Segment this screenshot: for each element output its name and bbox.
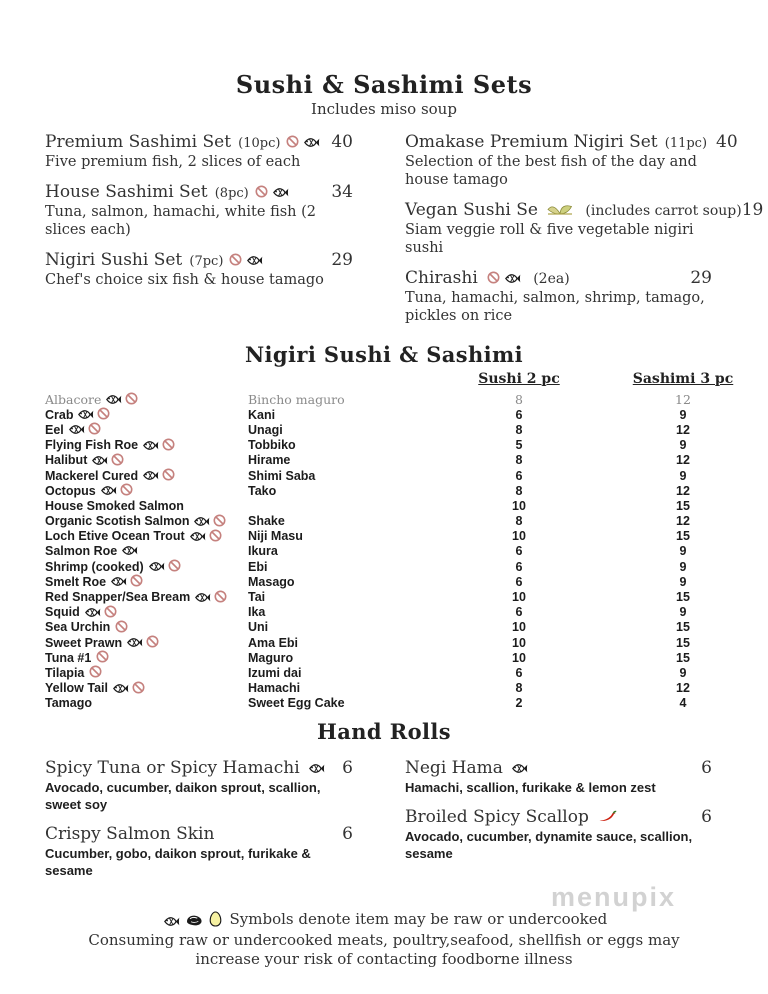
item-icons: [286, 132, 325, 152]
fish-icon: [190, 530, 206, 544]
item-icons: [487, 268, 526, 288]
item-name-en: House Smoked Salmon: [45, 498, 184, 513]
item-description: Avocado, cucumber, dynamite sauce, scallion, sesame: [405, 828, 693, 861]
item-cell-en: [45, 574, 248, 589]
nigiri-row: [45, 407, 768, 422]
no-symbol-icon: [209, 530, 222, 544]
sashimi-price: 15: [676, 620, 690, 635]
footer: [0, 910, 768, 969]
item-name-en: Albacore: [45, 392, 102, 408]
item-name-jp: Shimi Saba: [248, 468, 316, 483]
item-description: Tuna, salmon, hamachi, white fish (2 slices each): [45, 204, 317, 238]
fish-icon: [122, 544, 138, 558]
sashimi-price: 15: [676, 635, 690, 650]
item-description: Tuna, hamachi, salmon, shrimp, tamago, pickles on rice: [405, 290, 705, 324]
item-name: Nigiri Sushi Set: [45, 250, 183, 270]
sushi-price: 6: [515, 605, 523, 620]
item-qty: (11pc): [660, 136, 708, 151]
item-name-jp: Shake: [248, 514, 285, 529]
fish-icon: [113, 682, 129, 696]
item-cell-en: [45, 453, 248, 468]
item-icons: [195, 590, 230, 605]
item-line: [45, 132, 353, 152]
nigiri-row: [45, 574, 768, 589]
item-name-jp: Tai: [248, 590, 266, 605]
item-price: 6: [342, 757, 353, 778]
item-line: [405, 132, 738, 152]
sushi-price-column-header: Sushi 2 pc: [478, 371, 560, 387]
item-icons: [113, 681, 148, 696]
sashimi-price: 9: [679, 438, 687, 453]
item-price: 40: [716, 132, 738, 152]
item-description: Selection of the best fish of the day and house tamago: [405, 154, 697, 188]
item-name-jp: Unagi: [248, 422, 283, 437]
nigiri-row: [45, 681, 768, 696]
item-name: Vegan Sushi Se: [405, 200, 538, 220]
item-cell-en: [45, 665, 248, 680]
menupix-watermark: menupix: [551, 882, 677, 912]
item-icons: [115, 620, 131, 635]
item-icons: [194, 514, 229, 529]
item-name-jp: Ama Ebi: [248, 635, 299, 650]
item-name-en: Tuna #1: [45, 650, 92, 665]
no-symbol-icon: [162, 469, 175, 483]
item-cell-en: [45, 514, 248, 529]
nigiri-table: [0, 392, 768, 711]
item-cell-en: [45, 544, 248, 558]
fish-icon: [69, 423, 85, 437]
nigiri-row: [45, 589, 768, 604]
item-name-en: Squid: [45, 605, 80, 620]
item-name-en: Sweet Prawn: [45, 635, 123, 650]
sashimi-price: 15: [676, 529, 690, 544]
sets-left-column: [45, 132, 353, 336]
no-symbol-icon: [162, 439, 175, 453]
fish-icon: [101, 484, 117, 498]
nigiri-row: [45, 483, 768, 498]
item-icons: [106, 392, 141, 407]
item-name-jp: Sweet Egg Cake: [248, 696, 345, 711]
item-icons: [122, 544, 141, 558]
item-cell-en: [45, 605, 248, 620]
sushi-price: 8: [515, 681, 523, 696]
sashimi-price: 9: [679, 544, 687, 559]
fish-icon: [273, 182, 289, 202]
item-qty: (7pc): [185, 254, 224, 269]
sushi-price: 10: [512, 590, 526, 605]
item-icons: [78, 407, 113, 422]
item-icons: [89, 665, 105, 680]
sashimi-price: 12: [675, 392, 691, 408]
sets-section-subtitle: Includes miso soup: [311, 100, 457, 118]
no-symbol-icon: [229, 250, 242, 270]
item-name-en: Loch Etive Ocean Trout: [45, 529, 185, 544]
sashimi-price: 12: [676, 422, 690, 437]
no-symbol-icon: [255, 182, 268, 202]
item-cell-en: [45, 483, 248, 498]
no-symbol-icon: [120, 484, 133, 498]
item-name: Spicy Tuna or Spicy Hamachi: [45, 757, 300, 778]
no-symbol-icon: [487, 268, 500, 288]
item-price: 6: [701, 806, 712, 827]
item-qty: (8pc): [210, 186, 249, 201]
sashimi-price: 9: [679, 574, 687, 589]
item-icons: [512, 758, 533, 778]
item-name-en: Mackerel Cured: [45, 468, 139, 483]
nigiri-section-title: Nigiri Sushi & Sashimi: [244, 342, 524, 367]
sushi-price: 2: [515, 696, 523, 711]
nigiri-row: [45, 559, 768, 574]
sushi-price: 10: [512, 620, 526, 635]
item-price: 29: [690, 268, 712, 288]
item-name: Omakase Premium Nigiri Set: [405, 132, 658, 152]
item-name-jp: Maguro: [248, 650, 294, 665]
nigiri-row: [45, 605, 768, 620]
sushi-price: 8: [515, 453, 523, 468]
fish-icon: [304, 132, 320, 152]
item-note: (includes carrot soup): [580, 203, 742, 219]
item-icons: [547, 200, 578, 220]
item-description: Avocado, cucumber, daikon sprout, scallion, sweet soy: [45, 779, 321, 812]
hand-rolls-section-title: Hand Rolls: [317, 718, 451, 744]
sashimi-price: 9: [679, 605, 687, 620]
sets-section-title: Sushi & Sashimi Sets: [235, 70, 533, 99]
item-name-jp: Uni: [248, 620, 269, 635]
nigiri-row: [45, 650, 768, 665]
item-price: 29: [331, 250, 353, 270]
item-line: [405, 268, 712, 288]
item-name-en: Octopus: [45, 483, 96, 498]
symbols-note: Symbols denote item may be raw or undercooked: [229, 909, 608, 928]
fish-icon: [143, 469, 159, 483]
menu-item: [45, 250, 353, 289]
sashimi-price: 15: [676, 650, 690, 665]
sashimi-price: 12: [676, 453, 690, 468]
item-cell-en: [45, 529, 248, 544]
sushi-price: 8: [515, 483, 523, 498]
sashimi-price: 12: [676, 681, 690, 696]
item-icons: [101, 483, 136, 498]
no-symbol-icon: [214, 591, 227, 605]
menu-item: [45, 824, 353, 879]
fish-icon: [78, 408, 94, 422]
no-symbol-icon: [213, 515, 226, 529]
item-icons: [127, 635, 162, 650]
menu-item: [405, 200, 764, 257]
no-symbol-icon: [104, 606, 117, 620]
item-price: 19: [741, 200, 764, 220]
item-icons: [85, 605, 120, 620]
item-name: Chirashi: [405, 268, 478, 288]
item-description: Chef's choice six fish & house tamago: [45, 272, 324, 288]
sashimi-price: 9: [679, 559, 687, 574]
item-name-jp: Hamachi: [248, 681, 301, 696]
sushi-price: 8: [515, 392, 523, 408]
sushi-price: 10: [512, 635, 526, 650]
item-name-en: Tamago: [45, 696, 92, 711]
item-name-jp: Kani: [248, 407, 276, 422]
fish-icon: [111, 575, 127, 589]
item-cell-en: [45, 620, 248, 635]
nigiri-row: [45, 529, 768, 544]
fish-icon: [194, 515, 210, 529]
sashimi-price-column-header: Sashimi 3 pc: [632, 371, 734, 387]
item-line: [45, 250, 353, 270]
item-line: [45, 182, 353, 202]
item-cell-en: [45, 499, 248, 513]
nigiri-row: [45, 392, 768, 407]
item-cell-en: [45, 392, 248, 407]
fish-icon: [149, 560, 165, 574]
fish-icon: [164, 912, 180, 930]
sets-section: [45, 132, 764, 336]
no-symbol-icon: [96, 651, 109, 665]
item-name-jp: Izumi dai: [248, 665, 302, 680]
nigiri-row: [45, 544, 768, 559]
sashimi-price: 12: [676, 483, 690, 498]
item-cell-en: [45, 438, 248, 453]
no-symbol-icon: [132, 682, 145, 696]
nigiri-row: [45, 468, 768, 483]
item-name-en: Eel: [45, 422, 64, 437]
item-description: Hamachi, scallion, furikake & lemon zest: [405, 779, 656, 795]
item-name-jp: Niji Masu: [248, 529, 303, 544]
chili-icon: [598, 807, 617, 827]
item-icons: [143, 468, 178, 483]
nigiri-row: [45, 665, 768, 680]
sushi-price: 6: [515, 544, 523, 559]
hand-rolls-left-column: [45, 758, 353, 890]
item-icons: [190, 529, 225, 544]
menu-item: [405, 807, 712, 862]
item-line: [405, 200, 764, 220]
item-cell-en: [45, 681, 248, 696]
item-icons: [309, 758, 330, 778]
item-description: Cucumber, gobo, daikon sprout, furikake & sesame: [45, 845, 311, 878]
nigiri-table-header: [45, 369, 768, 389]
item-cell-en: [45, 590, 248, 605]
no-symbol-icon: [146, 636, 159, 650]
item-icons: [229, 250, 268, 270]
sushi-price: 6: [515, 407, 523, 422]
menu-item: [405, 268, 712, 325]
sushi-price: 10: [512, 529, 526, 544]
sushi-price: 5: [515, 438, 523, 453]
item-price: 40: [331, 132, 353, 152]
item-name: Crispy Salmon Skin: [45, 823, 215, 844]
sashimi-price: 12: [676, 514, 690, 529]
nigiri-row: [45, 438, 768, 453]
item-name-en: Red Snapper/Sea Bream: [45, 590, 191, 605]
nigiri-row: [45, 620, 768, 635]
item-cell-en: [45, 650, 248, 665]
item-cell-en: [45, 696, 248, 710]
sashimi-price: 15: [676, 590, 690, 605]
item-line: [405, 758, 712, 778]
no-symbol-icon: [286, 132, 299, 152]
item-name-en: Organic Scotish Salmon: [45, 514, 190, 529]
egg-icon: [209, 912, 222, 930]
no-symbol-icon: [97, 408, 110, 422]
sashimi-price: 15: [676, 498, 690, 513]
nigiri-row: [45, 453, 768, 468]
fish-icon: [127, 636, 143, 650]
nigiri-row: [45, 635, 768, 650]
item-icons: [92, 453, 127, 468]
nigiri-row: [45, 498, 768, 513]
menu-item: [45, 132, 353, 171]
raw-food-disclaimer: Consuming raw or undercooked meats, poultry,seafood, shellfish or eggs may increase your risk of contacting foodborne illness: [88, 930, 680, 968]
item-name-jp: Hirame: [248, 453, 291, 468]
menu-item: [45, 182, 353, 239]
footer-symbol-icons: [161, 910, 225, 928]
item-name-en: Flying Fish Roe: [45, 438, 139, 453]
item-icons: [143, 438, 178, 453]
no-symbol-icon: [111, 454, 124, 468]
fish-icon: [309, 758, 325, 778]
item-name: House Sashimi Set: [45, 182, 208, 202]
sushi-price: 8: [515, 422, 523, 437]
fish-icon: [92, 454, 108, 468]
item-icons: [69, 422, 104, 437]
nigiri-row: [45, 696, 768, 711]
item-name: Broiled Spicy Scallop: [405, 806, 589, 827]
item-description: Siam veggie roll & five vegetable nigiri sushi: [405, 222, 694, 256]
menu-item: [405, 132, 738, 189]
sushi-price: 6: [515, 559, 523, 574]
fish-icon: [505, 268, 521, 288]
item-cell-en: [45, 635, 248, 650]
item-icons: [96, 650, 112, 665]
item-icons: [149, 559, 184, 574]
item-name-en: Halibut: [45, 453, 88, 468]
item-note: (2ea): [528, 271, 570, 287]
item-name-en: Tilapia: [45, 665, 85, 680]
item-name-jp: Bincho maguro: [248, 392, 345, 408]
sashimi-price: 9: [679, 468, 687, 483]
no-symbol-icon: [115, 621, 128, 635]
sushi-price: 8: [515, 514, 523, 529]
item-icons: [111, 574, 146, 589]
sushi-price: 6: [515, 468, 523, 483]
item-icons: [598, 807, 622, 827]
item-name-jp: Masago: [248, 574, 295, 589]
item-price: 6: [701, 757, 712, 778]
no-symbol-icon: [89, 666, 102, 680]
item-cell-en: [45, 422, 248, 437]
sashimi-price: 9: [679, 665, 687, 680]
menu-item: [45, 758, 353, 813]
item-name-en: Shrimp (cooked): [45, 559, 144, 574]
item-qty: (10pc): [234, 136, 281, 151]
hand-rolls-right-column: [405, 758, 712, 890]
item-line: [45, 824, 353, 844]
fish-icon: [106, 393, 122, 407]
item-cell-en: [45, 559, 248, 574]
fish-icon: [512, 758, 528, 778]
item-cell-en: [45, 468, 248, 483]
fish-icon: [195, 591, 211, 605]
sushi-price: 6: [515, 665, 523, 680]
no-symbol-icon: [168, 560, 181, 574]
menu-item: [405, 758, 712, 796]
meat-icon: [186, 912, 203, 930]
nigiri-row: [45, 422, 768, 437]
sets-right-column: [405, 132, 764, 336]
item-name-en: Smelt Roe: [45, 574, 107, 589]
no-symbol-icon: [130, 575, 143, 589]
sushi-price: 10: [512, 650, 526, 665]
nigiri-row: [45, 514, 768, 529]
sushi-price: 10: [512, 498, 526, 513]
item-name-en: Crab: [45, 407, 74, 422]
item-name: Premium Sashimi Set: [45, 132, 232, 152]
fish-icon: [85, 606, 101, 620]
item-price: 34: [331, 182, 353, 202]
item-price: 6: [342, 823, 353, 844]
leaf-icon: [547, 200, 573, 220]
sushi-price: 6: [515, 574, 523, 589]
no-symbol-icon: [88, 423, 101, 437]
item-name-jp: Tako: [248, 483, 277, 498]
item-name-jp: Ikura: [248, 544, 278, 559]
item-name-en: Salmon Roe: [45, 544, 118, 559]
item-icons: [255, 182, 294, 202]
item-name-en: Yellow Tail: [45, 681, 108, 696]
item-name: Negi Hama: [405, 757, 503, 778]
item-line: [45, 758, 353, 778]
item-cell-en: [45, 407, 248, 422]
item-name-jp: Tobbiko: [248, 438, 296, 453]
item-name-en: Sea Urchin: [45, 620, 111, 635]
fish-icon: [143, 439, 159, 453]
hand-rolls-section: [45, 758, 712, 890]
item-description: Five premium fish, 2 slices of each: [45, 154, 301, 170]
item-line: [405, 807, 712, 827]
item-name-jp: Ebi: [248, 559, 268, 574]
sashimi-price: 9: [679, 407, 687, 422]
fish-icon: [247, 250, 263, 270]
sashimi-price: 4: [679, 696, 687, 711]
item-name-jp: Ika: [248, 605, 266, 620]
no-symbol-icon: [125, 393, 138, 407]
